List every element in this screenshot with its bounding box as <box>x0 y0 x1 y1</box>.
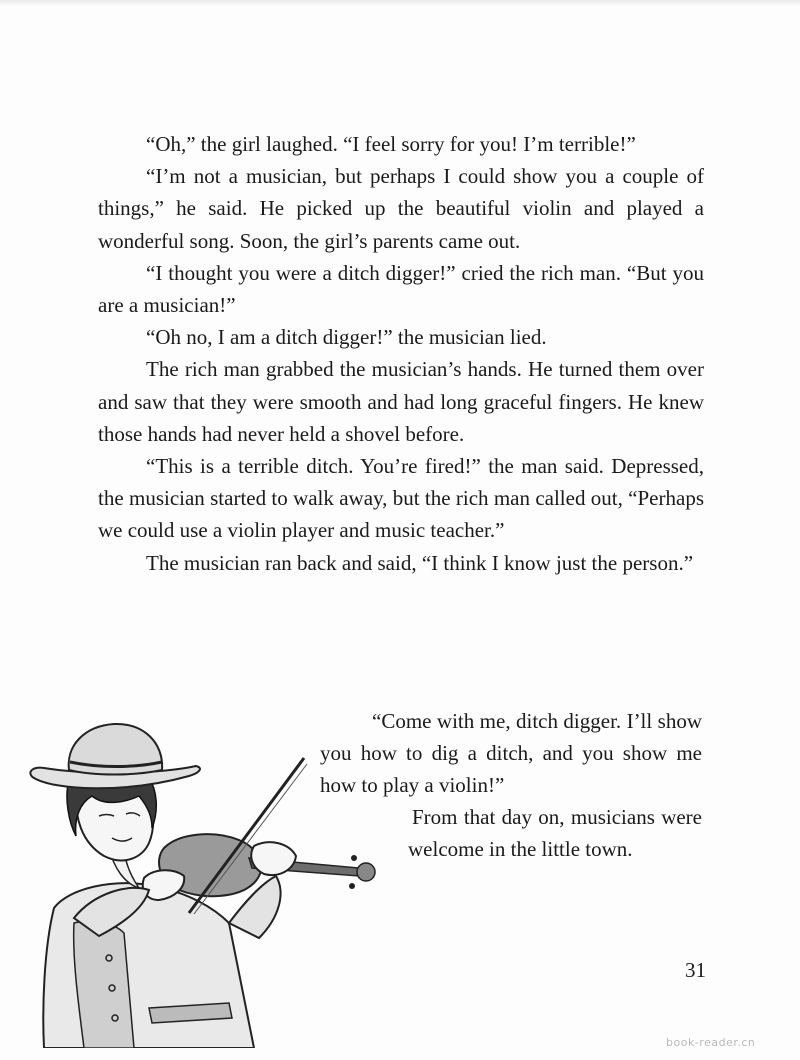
paragraph-2: “I’m not a musician, but perhaps I could show you a couple of things,” he said. He picked up the beautiful violin and played a wonderful song. Soon, the girl’s parents came out. <box>98 164 704 253</box>
watermark: book-reader.cn <box>666 1036 756 1049</box>
violinist-illustration <box>14 718 396 1048</box>
paragraph-4: “Oh no, I am a ditch digger!” the musician lied. <box>146 325 547 350</box>
paragraph-1: “Oh,” the girl laughed. “I feel sorry for you! I’m terrible!” <box>146 132 636 156</box>
page-top-edge <box>0 0 800 6</box>
story-text <box>98 128 704 579</box>
page-number: 31 <box>685 958 706 982</box>
paragraph-6: “This is a terrible ditch. You’re fired!” the man said. Depressed, the musician started to walk away, but the rich man called out, “Perhaps we could use a violin player and music teacher.” <box>98 454 704 543</box>
paragraph-8-wrapped: “Come with me, ditch digger. I’ll show you how to dig a ditch, and you show me how to play a violin!” <box>320 709 702 798</box>
paragraph-3: “I thought you were a ditch digger!” cried the rich man. “But you are a musician!” <box>98 260 704 318</box>
paragraph-5: The rich man grabbed the musician’s hands. He turned them over and saw that they were smooth and had long graceful fingers. He knew those hands had never held a shovel before. <box>98 357 704 446</box>
paragraph-9-wrapped: From that day on, musicians were welcome in the little town. <box>408 805 702 862</box>
paragraph-7: The musician ran back and said, “I think I know just the person.” <box>146 550 694 575</box>
